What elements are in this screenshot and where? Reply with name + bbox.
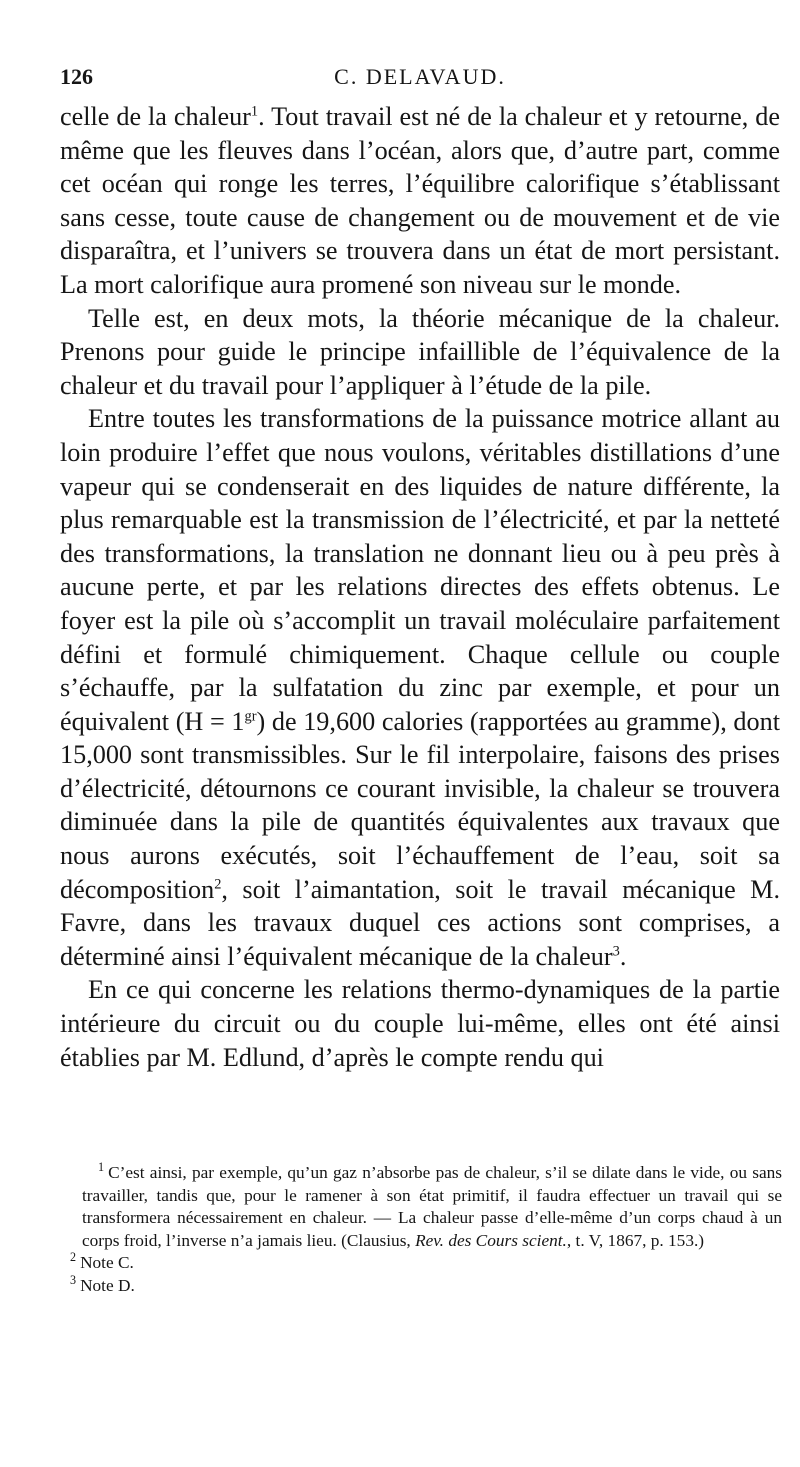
footnote-2: $^2$ Note C. xyxy=(70,1250,134,1272)
footnote-3: $^3$ Note D. xyxy=(70,1272,135,1295)
journal-title: Rev. des Cours scient. xyxy=(415,1230,567,1250)
running-head: C. DELAVAUD. xyxy=(334,64,506,89)
gram-superscript: gr xyxy=(244,707,257,724)
page-number: 126 xyxy=(60,64,93,89)
footnote-ref-1: 1 xyxy=(250,103,259,120)
footnote-1: $^1$ C’est ainsi, par exemple, qu’un gaz n’absorbe pas de chaleur, s’il se dilate dans le vide, ou sans travailler, tandis que, pour le ramener à son état primitif, il faudra effectuer un travail qui se transformera nécessairement en chaleur. — La chaleur passe d’elle-même d’un corps chaud à un corps froid, l’inverse n’a jamais lieu. (Clausius, Rev. des Cours scient., t. V, 1867, p. 153.) xyxy=(82,1160,782,1250)
paragraph-1: celle de la chaleur$^1$. Tout travail est né de la chaleur et y retourne, de même que les fleuves dans l’océan, alors que, d’autre part, comme cet océan qui ronge les terres, l’équilibre calorifique s’établissant sans cesse, toute cause de changement ou de mouvement et de vie disparaîtra, et l’univers se trouvera dans un état de mort persistant. La mort calorifique aura promené son niveau sur le monde. xyxy=(60,102,780,299)
footnote-mark-1: 1 xyxy=(98,1160,105,1175)
footnote-mark-3: 3 xyxy=(70,1272,77,1287)
body-text xyxy=(60,100,780,1074)
paragraph-2: Telle est, en deux mots, la théorie mécanique de la chaleur. Prenons pour guide le principe infaillible de l’équivalence de la chaleur et du travail pour l’appliquer à l’étude de la pile. xyxy=(60,303,780,400)
footnote-mark-2: 2 xyxy=(70,1250,77,1265)
footnote-ref-2: 2 xyxy=(214,875,222,892)
paragraph-3: Entre toutes les transformations de la puissance motrice allant au loin produire l’effet que nous voulons, véritables distillations d’une vapeur qui se condenserait en des liquides de nature différente, la plus remarquable est la transmission de l’électricité, et par la netteté des transformations, la translation ne donnant lieu ou à peu près à aucune perte, et par les relations directes des effets obtenus. Le foyer est la pile où s’accomplit un travail moléculaire parfaitement défini et formulé chimiquement. Chaque cellule ou couple s’échauffe, par la sulfatation du zinc par exemple, et pour un équivalent $(H = 1^{gr})$ de 19,600 calories (rapportées au gramme), dont 15,000 sont transmissibles. Sur le fil interpolaire, faisons des prises d’électricité, détournons ce courant invisible, la chaleur se trouvera diminuée dans la pile de quantités équivalentes aux travaux que nous aurons exécutés, soit l’échauffement de l’eau, soit sa décomposition$^2$, soit l’aimantation, soit le travail mécanique M. Favre, dans les travaux duquel ces actions sont comprises, a déterminé ainsi l’équivalent mécanique de la chaleur$^3$. xyxy=(60,404,780,971)
footnotes xyxy=(70,1160,782,1297)
paragraph-4: En ce qui concerne les relations thermo-dynamiques de la partie intérieure du circuit ou du couple lui-même, elles ont été ainsi établies par M. Edlund, d’après le compte rendu qui xyxy=(60,975,780,1072)
page-header xyxy=(60,60,780,94)
footnote-ref-3: 3 xyxy=(612,943,620,960)
